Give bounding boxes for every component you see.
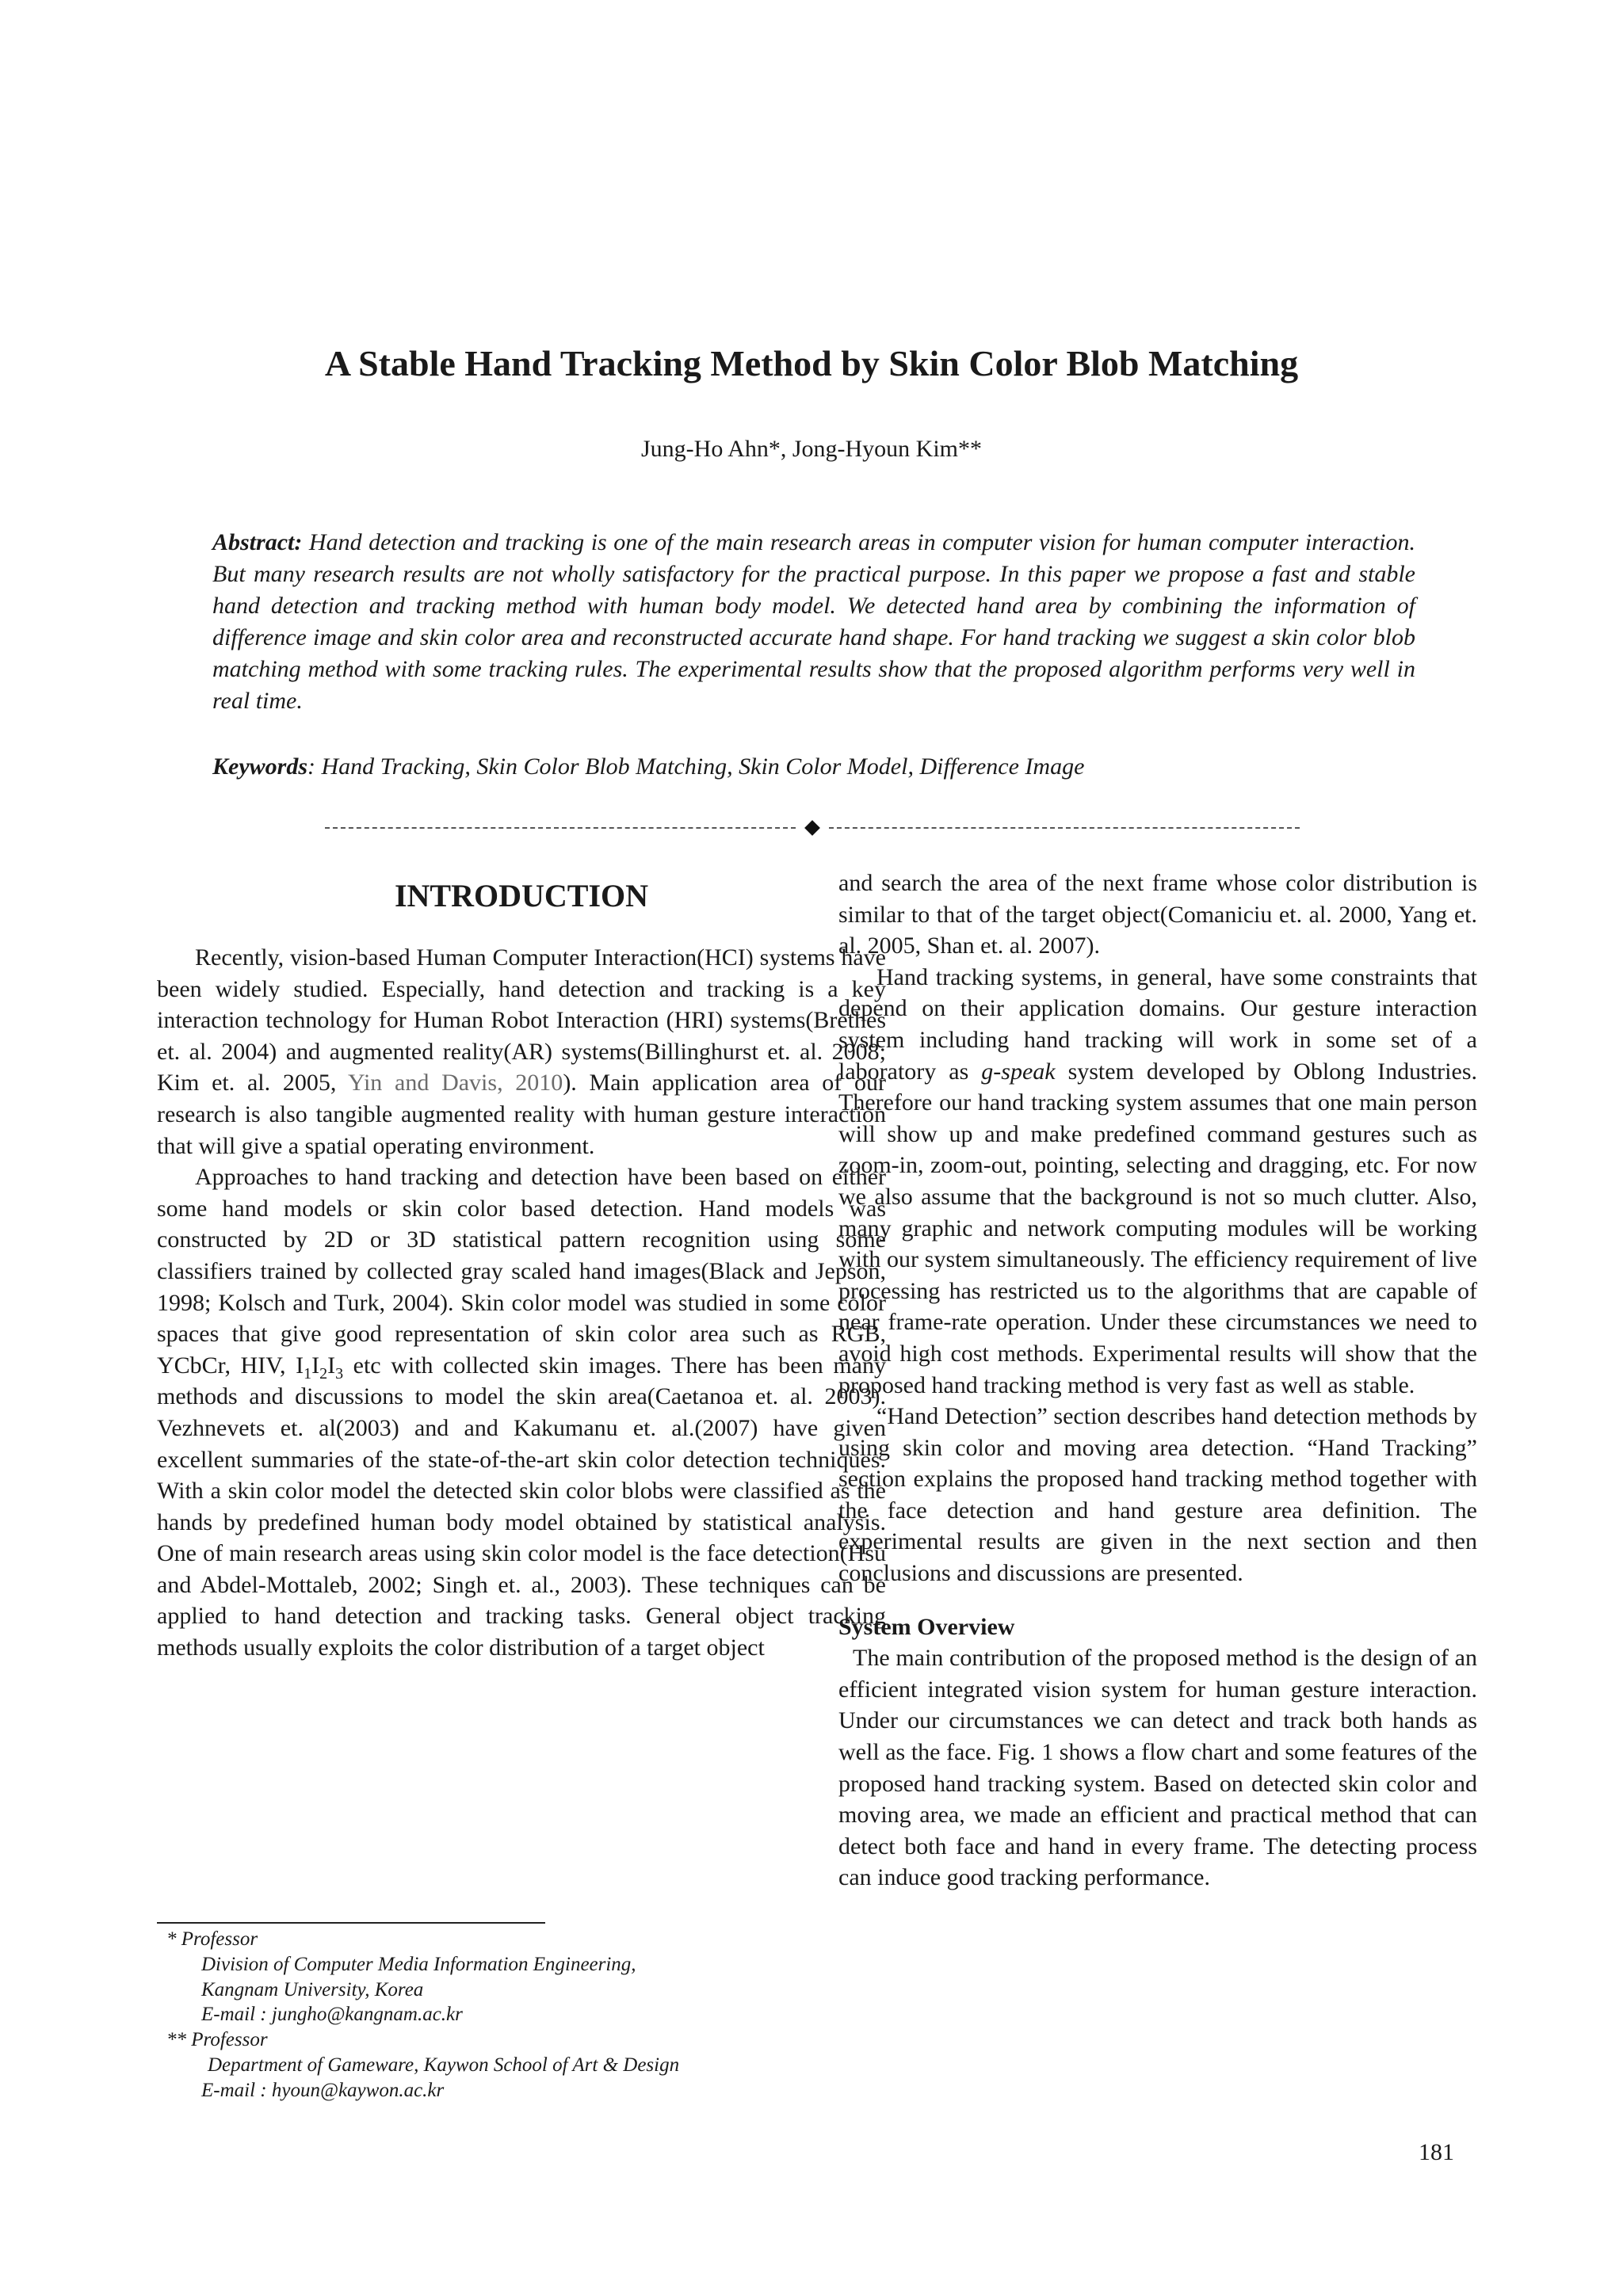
footnotes: [166, 1927, 816, 2103]
author-list: Jung-Ho Ahn*, Jong-Hyoun Kim**: [640, 436, 982, 462]
introduction-heading: INTRODUCTION: [394, 878, 649, 913]
footnote-email: E-mail : hyoun@kaywon.ac.kr: [201, 2079, 445, 2101]
intro-paragraph-2: Approaches to hand tracking and detection have been based on either some hand models or skin color based detection. Hand models was constructed by 2D or 3D statistical pattern recognition using some classifiers trained by collected gray scaled hand images(Black and Jepson, 1998; Kolsch and Turk, 2004). Skin color model was studied in some color spaces that give good representation of skin color area such as RGB, YCbCr, HIV, $I_1I_2I_3$ etc with collected skin images. There has been many methods and discussions to model the skin area(Caetanoa et. al. 2003). Vezhnevets et. al(2003) and and Kakumanu et. al.(2007) have given excellent summaries of the state-of-the-art skin color detection techniques. With a skin color model the detected skin color blobs were classified as the hands by predefined human body model obtained by statistical analysis. One of main research areas using skin color model is the face detection(Hsu and Abdel-Mottaleb, 2002; Singh et. al., 2003). These techniques can be applied to hand detection and tracking tasks. General object tracking methods usually exploits the color distribution of a target object: [157, 1164, 886, 1661]
footnote-line: ** Professor: [166, 2029, 268, 2051]
left-column: [157, 868, 886, 1664]
intro-paragraph-1: Recently, vision-based Human Computer Interaction(HCI) systems have been widely studied. Especially, hand detection and tracking is a key interaction technology for Human Robot Interaction (HRI) systems(Brethes et. al. 2004) and augmented reality(AR) systems(Billinghurst et. al. 2008; Kim et. al. 2005, Yin and Davis, 2010). Main application area of our research is also tangible augmented reality with human gesture interaction that will give a spatial operating environment.: [157, 944, 886, 1159]
intro-paragraph-5: “Hand Detection” section describes hand detection methods by using skin color and moving area detection. “Hand Tracking” section explains the proposed hand tracking method together with the face detection and hand gesture area definition. The experimental results are given in the next section and then conclusions and discussions are presented.: [838, 1403, 1477, 1587]
footnote-rule: [157, 1922, 545, 1924]
footnote-line: * Professor: [166, 1928, 258, 1950]
abstract: [212, 527, 1415, 717]
paper-title: A Stable Hand Tracking Method by Skin Color Blob Matching: [324, 343, 1299, 383]
keywords: [212, 751, 1415, 783]
intro-paragraph-4: Hand tracking systems, in general, have some constraints that depend on their application domains. Our gesture interaction system including hand tracking will work in some set of a laboratory as g-speak system developed by Oblong Industries. Therefore our hand tracking system assumes that one main person will show up and make predefined command gestures such as zoom-in, zoom-out, pointing, selecting and dragging, etc. For now we also assume that the background is not so much clutter. Also, many graphic and network computing modules will be working with our system simultaneously. The efficiency requirement of live processing has restricted us to the algorithms that are capable of near frame-rate operation. Under these circumstances we need to avoid high cost methods. Experimental results will show that the proposed hand tracking method is very fast as well as stable.: [838, 963, 1477, 1398]
intro-paragraph-3: and search the area of the next frame whose color distribution is similar to that of the target object(Comaniciu et. al. 2000, Yang et. al. 2005, Shan et. al. 2007).: [838, 870, 1477, 959]
keywords-text: : Hand Tracking, Skin Color Blob Matching, Skin Color Model, Difference Image: [307, 753, 1085, 780]
keywords-label: Keywords: [212, 753, 307, 780]
page-number: 181: [1419, 2139, 1454, 2165]
citation-link[interactable]: Yin and Davis, 2010: [347, 1070, 563, 1097]
diamond-icon: [804, 820, 820, 836]
footnote-line: Kangnam University, Korea: [201, 1978, 424, 2000]
system-overview-paragraph: The main contribution of the proposed method is the design of an efficient integrated vision system for human gesture interaction. Under our circumstances we can detect and track both hands as well as the face. Fig. 1 shows a flow chart and some features of the proposed hand tracking system. Based on detected skin color and moving area, we made an efficient and practical method that can detect both face and hand in every frame. The detecting process can induce good tracking performance.: [838, 1645, 1477, 1891]
abstract-text: Hand detection and tracking is one of the main research areas in computer vision for human computer interaction. But many research results are not wholly satisfactory for the practical purpose. In this paper we propose a fast and stable hand detection and tracking method with human body model. We detected hand area by combining the information of difference image and skin color area and reconstructed accurate hand shape. For hand tracking we suggest a skin color blob matching method with some tracking rules. The experimental results show that the proposed algorithm performs very well in real time.: [212, 529, 1416, 714]
footnote-line: Division of Computer Media Information Engineering,: [201, 1953, 636, 1975]
footnote-line: Department of Gameware, Kaywon School of Art & Design: [208, 2054, 680, 2076]
footnote-email: E-mail : jungho@kangnam.ac.kr: [201, 2004, 463, 2026]
system-overview-heading: System Overview: [838, 1613, 1015, 1640]
abstract-label: Abstract:: [212, 529, 303, 555]
right-column: [838, 868, 1477, 1894]
section-separator: [325, 816, 1300, 840]
